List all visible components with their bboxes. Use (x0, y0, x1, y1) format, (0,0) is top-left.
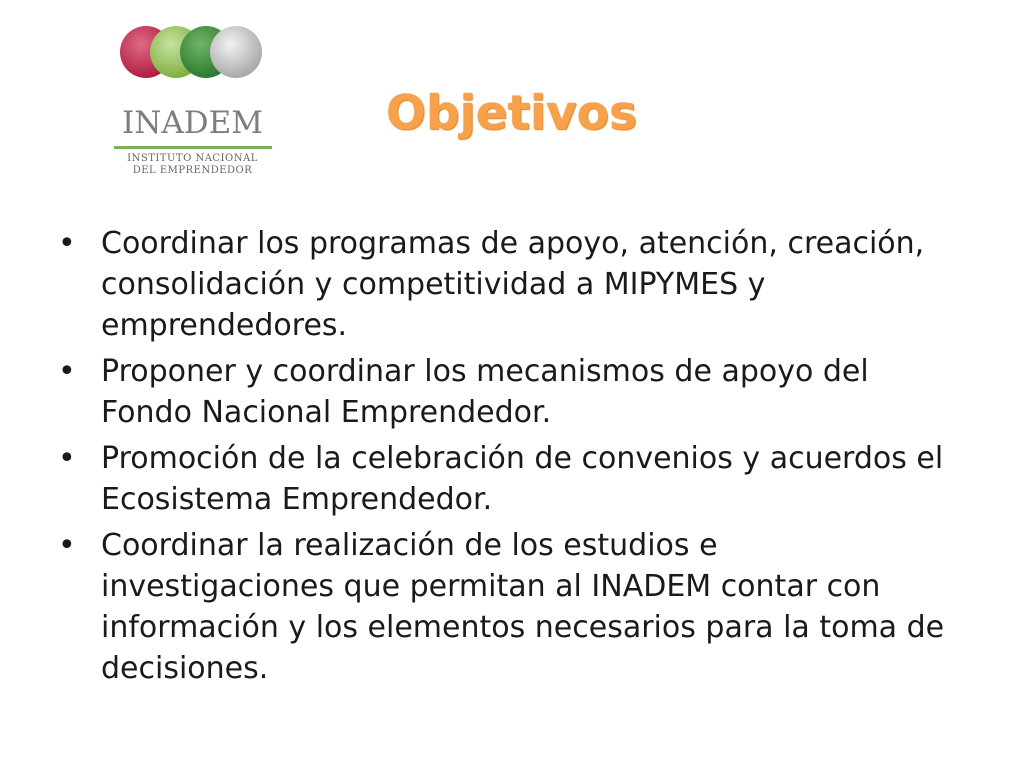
slide-title: Objetivos (386, 86, 638, 141)
logo-subtitle (110, 153, 275, 177)
logo-circles-icon (118, 22, 268, 102)
inadem-logo (110, 22, 275, 176)
bullet-text: Promoción de la celebración de convenios y acuerdos el Ecosistema Emprendedor. (101, 441, 944, 517)
bullet-text: Proponer y coordinar los mecanismos de apoyo del Fondo Nacional Emprendedor. (101, 354, 869, 430)
bullet-dot-icon: • (58, 528, 76, 563)
bullet-dot-icon: • (58, 354, 76, 389)
logo-subtitle-line2: DEL EMPRENDEDOR (132, 165, 253, 176)
bullet-list (58, 223, 958, 694)
bullet-item (58, 525, 958, 689)
bullet-dot-icon: • (58, 226, 76, 261)
bullet-item (58, 351, 958, 433)
bullet-text: Coordinar los programas de apoyo, atención, creación, consolidación y competitividad a MIPYMES y emprendedores. (101, 226, 925, 343)
bullet-item (58, 223, 958, 346)
bullet-item (58, 438, 958, 520)
logo-name: INADEM (122, 105, 263, 141)
bullet-dot-icon: • (58, 441, 76, 476)
logo-divider (114, 146, 272, 149)
logo-subtitle-line1: INSTITUTO NACIONAL (127, 153, 258, 164)
bullet-text: Coordinar la realización de los estudios e investigaciones que permitan al INADEM contar con información y los elementos necesarios para la toma de decisiones. (101, 528, 945, 686)
